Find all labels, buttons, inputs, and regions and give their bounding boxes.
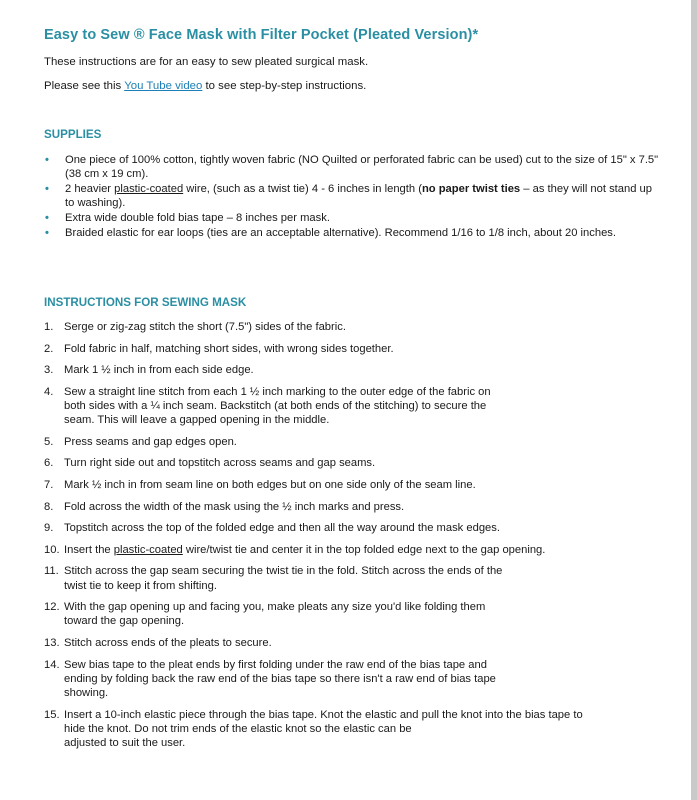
- bullet-icon: •: [45, 227, 49, 239]
- step-number: 10.: [44, 543, 60, 556]
- step-text-line: With the gap opening up and facing you, make pleats any size you'd like folding them: [64, 601, 486, 614]
- youtube-video-link[interactable]: You Tube video: [124, 80, 203, 92]
- step-number: 11.: [44, 565, 59, 578]
- step-item: [44, 456, 674, 470]
- supply-item: [44, 182, 664, 210]
- supply-item-bold: no paper twist ties: [421, 183, 521, 195]
- step-item: [44, 708, 674, 751]
- bullet-icon: •: [45, 154, 49, 166]
- step-text: Fold fabric in half, matching short sides, with wrong sides together.: [64, 342, 394, 355]
- step-text: Mark 1 ½ inch in from each side edge.: [64, 364, 254, 377]
- supplies-heading: SUPPLIES: [44, 128, 102, 141]
- step-number: 4.: [44, 385, 54, 398]
- supply-item-text: Extra wide double fold bias tape – 8 inches per mask.: [65, 212, 330, 224]
- step-text-line: Sew a straight line stitch from each 1 ½ inch marking to the outer edge of the fabric on: [64, 385, 491, 398]
- step-text-line: showing.: [64, 686, 109, 699]
- step-text: Topstitch across the top of the folded edge and then all the way around the mask edges.: [64, 522, 500, 535]
- supplies-list: [44, 153, 664, 241]
- step-item: [44, 435, 674, 449]
- step-text: Fold across the width of the mask using the ½ inch marks and press.: [64, 500, 405, 513]
- supply-item-text: Braided elastic for ear loops (ties are an acceptable alternative). Recommend 1/16 to 1/8 inch, about 20 inches.: [65, 227, 616, 239]
- step-number: 13.: [44, 636, 60, 649]
- step-item: [44, 320, 674, 334]
- step-text: [64, 543, 674, 557]
- document-title: Easy to Sew ® Face Mask with Filter Pocket (Pleated Version)*: [44, 27, 479, 43]
- step-number: 14.: [44, 658, 60, 671]
- video-line: [44, 80, 366, 92]
- step-text-after: wire/twist tie and center it in the top folded edge next to the gap opening.: [182, 543, 546, 556]
- step-number: 5.: [44, 435, 54, 448]
- step-text: Turn right side out and topstitch across seams and gap seams.: [64, 457, 376, 470]
- step-text: Serge or zig-zag stitch the short (7.5") sides of the fabric.: [64, 321, 346, 333]
- step-item: [44, 363, 674, 377]
- step-text: Mark ½ inch in from seam line on both edges but on one side only of the seam line.: [64, 478, 476, 491]
- step-number: 6.: [44, 457, 54, 470]
- step-text-line: hide the knot. Do not trim ends of the elastic knot so the elastic can be: [64, 722, 412, 735]
- step-text-line: seam. This will leave a gapped opening in the middle.: [64, 414, 330, 427]
- supply-item: [44, 226, 664, 240]
- video-line-before: Please see this: [44, 80, 125, 92]
- supply-item-text-e: – as they will not stand up to washing).: [65, 183, 652, 209]
- step-item: [44, 342, 674, 356]
- step-number: 3.: [44, 364, 54, 377]
- step-number: 9.: [44, 522, 54, 535]
- step-number: 12.: [44, 601, 60, 614]
- supply-item-text: One piece of 100% cotton, tightly woven fabric (NO Quilted or perforated fabric can be used) cut to the size of 15" x 7.5" (38 cm x 19 cm).: [65, 154, 659, 180]
- supply-item-text-a: 2 heavier: [65, 183, 115, 195]
- step-number: 1.: [44, 321, 54, 333]
- step-number: 2.: [44, 342, 54, 355]
- step-text-line: Sew bias tape to the pleat ends by first folding under the raw end of the bias tape and: [64, 658, 487, 671]
- step-text-before: Insert the: [64, 543, 114, 556]
- step-text-line: adjusted to suit the user.: [64, 736, 186, 749]
- step-item: [44, 500, 674, 514]
- supply-item: [44, 153, 664, 181]
- video-line-after: to see step-by-step instructions.: [202, 80, 367, 92]
- step-item: [44, 658, 674, 701]
- bullet-icon: •: [45, 212, 49, 224]
- step-text-line: Stitch across the gap seam securing the twist tie in the fold. Stitch across the ends of the: [64, 565, 503, 578]
- supply-item-underlined: plastic-coated: [114, 183, 184, 195]
- page-edge-divider: [691, 0, 697, 800]
- step-item: [44, 543, 674, 557]
- step-text-line: twist tie to keep it from shifting.: [64, 579, 217, 592]
- step-text: Press seams and gap edges open.: [64, 435, 237, 448]
- step-item: [44, 600, 674, 628]
- step-text: Stitch across ends of the pleats to secure.: [64, 636, 272, 649]
- step-text-line: Insert a 10-inch elastic piece through the bias tape. Knot the elastic and pull the knot into the bias tape to: [64, 708, 583, 721]
- intro-text: These instructions are for an easy to sew pleated surgical mask.: [44, 56, 369, 68]
- step-item: [44, 636, 674, 650]
- step-number: 8.: [44, 500, 54, 513]
- step-item: [44, 478, 674, 492]
- bullet-icon: •: [45, 183, 49, 195]
- step-text-line: both sides with a ¼ inch seam. Backstitch (at both ends of the stitching) to secure the: [64, 399, 487, 412]
- supply-item-text-c: wire, (such as a twist tie) 4 - 6 inches in length (: [183, 183, 422, 195]
- step-number: 15.: [44, 708, 60, 721]
- step-text-line: toward the gap opening.: [64, 615, 185, 628]
- step-text-line: ending by folding back the raw end of the bias tape so there isn't a raw end of bias tape: [64, 672, 496, 685]
- supply-item: [44, 211, 664, 225]
- instructions-heading: INSTRUCTIONS FOR SEWING MASK: [44, 296, 247, 309]
- step-item: [44, 564, 674, 592]
- instructions-list: [44, 320, 674, 758]
- step-item: [44, 385, 674, 428]
- step-number: 7.: [44, 478, 54, 491]
- step-item: [44, 521, 674, 535]
- step-text-underlined: plastic-coated: [113, 543, 183, 556]
